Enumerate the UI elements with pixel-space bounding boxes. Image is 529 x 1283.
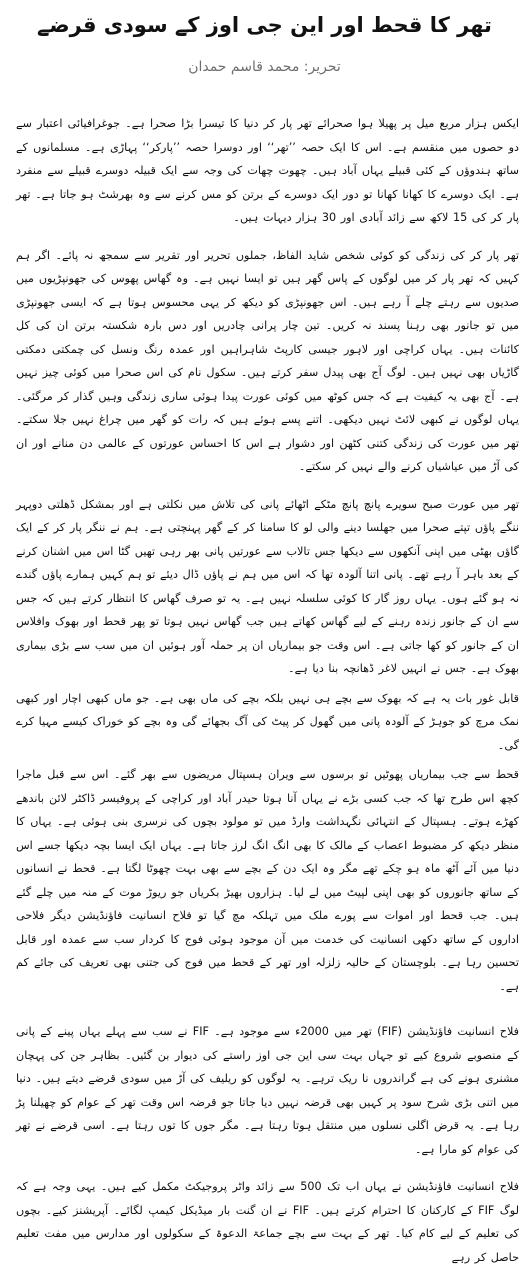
article-paragraph-6: فلاح انسانیت فاؤنڈیشن (FIF) تھر میں 2000ء سے موجود ہے۔ FIF نے سب سے پہلے یہاں پینے کے پانی کے منصوبے شروع کیے تو جہاں بہت سی این جی اوز راستے کی دیوار بن گئیں۔ بظاہر جن کی پہچان مشنری ہونے کی ہے گراندروں نا ریک ترہے۔ یہ لوگوں کو ریلیف کی آڑ میں سودی قرضے دیتے ہیں۔ دنیا میں اتنی بڑی شرح سود پر کہیں بھی قرضہ نہیں دیا جاتا جو قرضہ اس وقت تھر کے عوام کو چھیلنا پڑ رہا ہے۔ یہ قرض اگلی نسلوں میں منتقل ہوتا رہتا ہے۔ مگر جوں کا توں رہتا ہے۔ اسی قرضے نے تھر کی عوام کو مارا ہے۔ [16,1025,519,1156]
article-title: تھر کا قحط اور این جی اوز کے سودی قرضے [37,13,492,37]
article-body [16,112,519,1283]
article-paragraph-3: تھر میں عورت صبح سویرے پانچ پانچ مٹکے اٹھائے پانی کی تلاش میں نکلتی ہے اور بمشکل ڈھلتی دوپہر ننگے پاؤں تپتے صحرا میں جھلسا دینے والی لو کا سامنا کر کے گھر پہنچتی ہے۔ ہم نے ننگر پار کر کے ایک گاؤں بھٹی میں اپنی آنکھوں سے دیکھا جس تالاب سے عورتیں پانی بھر رہی تھیں گٹا اس میں اشنان کرنے کے بعد باہر آ رہے تھے۔ پانی اتنا آلودہ تھا کہ اس میں ہم نے پاؤں ڈال دیئے تو ہم کہیں ہمارے پاؤں گندے نہ ہو گئے ہوں۔ یہاں روز گار کا کوئی سلسلہ نہیں ہے۔ یہ تو صرف گھاس کا انتظار کرتے ہیں کہ جس سے ان کے جانور زندہ رہنے کے لیے گھاس کھاتے ہیں جب گھاس نہیں ہوتا تو پھر قحط اور بھوک وافلاس ان کے جانور کو کھا جاتی ہے۔ اس وقت جو بیماریاں ان پر حملہ آور ہوئیں ان میں سب سے بڑی بیماری بھوک ہے۔ جس نے انہیں لاغر ڈھانچہ بنا دیا ہے۔ [16,497,519,675]
article-paragraph-7: فلاح انسانیت فاؤنڈیشن نے یہاں اب تک 500 سے زائد واٹر پروجیکٹ مکمل کیے ہیں۔ یہی وجہ ہے کہ لوگ FIF کے کارکنان کا احترام کرتے ہیں۔ FIF نے ان گنت بار میڈیکل کیمپ لگائے۔ آپریشنز کیے۔ بچوں کی تعلیم کے لیے کام کیا۔ تھر کے بہت سے بچے جماعۃ الدعوۃ کے سکولوں اور مدارس میں مفت تعلیم حاصل کر رہے [16,1180,519,1264]
article-paragraph-5: قحط سے جب بیماریاں پھوٹیں تو برسوں سے ویران ہسپتال مریضوں سے بھر گئے۔ اس سے قبل ماجرا کچھ اس طرح تھا کہ جب کسی بڑے نے یہاں آنا ہوتا حیدر آباد اور کراچی کے پروفیسر ڈاکٹر لائن باندھے کھڑے ہوتے۔ ہسپتال کے انتہائی نگہداشت وارڈ میں تو مولود بچوں کی نرسری بنی ہوئی ہے۔ یہاں کا منظر دیکھ کر مضبوط اعصاب کے مالک کا بھی انگ انگ لرز جاتا ہے۔ یہاں ایک ایسا بچہ دیکھا جسے اس دنیا میں آئے آٹھ ماہ ہو چکے تھے مگر وہ ایک دن کے بچے سے بھی بہت چھوٹا لگتا ہے۔ قحط نے انسانوں کے ساتھ جانوروں کو بھی اپنی لپیٹ میں لے لیا۔ ہزاروں بھیڑ بکریاں جو ریوڑ موت کے منہ میں چلے گئے ہیں۔ جب قحط اور اموات سے پورے ملک میں تہلکہ مچ گیا تو فلاح انسانیت فاؤنڈیشن دیگر فلاحی اداروں کے ساتھ دکھی انسانیت کی خدمت میں آن موجود ہوئی فوج کا کردار سب سے عمدہ اور قابل تحسین رہا ہے۔ بلوچستان کے حالیہ زلزلہ اور تھر کے قحط میں فوج کی جتنی بھی تعریف کی جائے کم ہے۔ [16,768,519,993]
author-byline: تحریر: محمد قاسم حمدان [188,59,341,75]
article-paragraph-4: قابل غور بات یہ ہے کہ بھوک سے بچے ہی نہیں بلکہ بچے کی ماں بھی ہے۔ جو ماں کبھی اچار اور کبھی نمک مرچ کو جوہڑ کے آلودہ پانی میں گھول کر پیٹ کی آگ بجھائے گی وہ بچے کو خوراک کیسے مہیا کرے گی۔ [16,691,519,752]
article-paragraph-2: تھر پار کر کی زندگی کو کوئی شخص شاید الفاظ، جملوں تحریر اور تقریر سے سمجھ نہ پائے۔ اگر ہم کہیں کہ تھر پار کر میں لوگوں کے پاس گھر ہیں تو ایسا نہیں ہے۔ وہ گھاس پھوس کی جھونپڑیوں میں صدیوں سے رہتے چلے آ رہے ہیں۔ اس جھونپڑی کو دیکھ کر یہی محسوس ہوتا ہے کہ ایسی جھونپڑی میں تو جانور بھی رہنا پسند نہ کریں۔ تین چار پرانی چادریں اور دس بارہ شکستہ برتن ان کی کل کائنات ہیں۔ یہاں کراچی اور لاہور جیسی کارپٹ شاہراہیں اور عمدہ رنگ ونسل کی چمکتی دمکتی گاڑیاں بھی نہیں ہیں۔ لوگ آج بھی پیدل سفر کرتے ہیں۔ سکول نام کی اس صحرا میں کوئی چیز نہیں ہے۔ آج بھی یہ کیفیت ہے کہ جس کوٹھ میں کوئی عورت پیدا ہوئی ساری زندگی وہیں گذار کر مرگئی۔ یہاں لوگوں نے کبھی لائٹ نہیں دیکھی۔ اتنے پسے ہوئے ہیں کہ رات کو گھر میں چراغ نہیں جلا سکتے۔ تھر میں عورت کی زندگی کتنی کٹھن اور دشوار ہے اس کا احساس عورتوں کے عالمی دن منانے اور ان کی آڑ میں عیاشیاں کرنے والے نہیں کر سکتے۔ [16,248,519,473]
article-paragraph-1: ایکس ہزار مربع میل پر پھیلا ہوا صحرائے تھر پار کر دنیا کا تیسرا بڑا صحرا ہے۔ جوغرافیائی اعتبار سے دو حصوں میں منقسم ہے۔ اس کا ایک حصہ ’’تھر‘‘ اور دوسرا حصہ ’’پارکر‘‘ پہاڑی ہے۔ مسلمانوں کے ساتھ ہندوؤں کے کئی قبیلے یہاں آباد ہیں۔ چھوت چھات کی وجہ سے ایک قبیلہ دوسرے قبیلے سے منفرد ہے۔ ایک دوسرے کا کھانا کھانا تو دور ایک دوسرے کے برتن کو مس کرنے سے وہ بھرشٹ ہو جاتا ہے۔ تھر پار کر کی 15 لاکھ سے زائد آبادی اور 30 ہزار دیہات ہیں۔ [16,117,519,224]
